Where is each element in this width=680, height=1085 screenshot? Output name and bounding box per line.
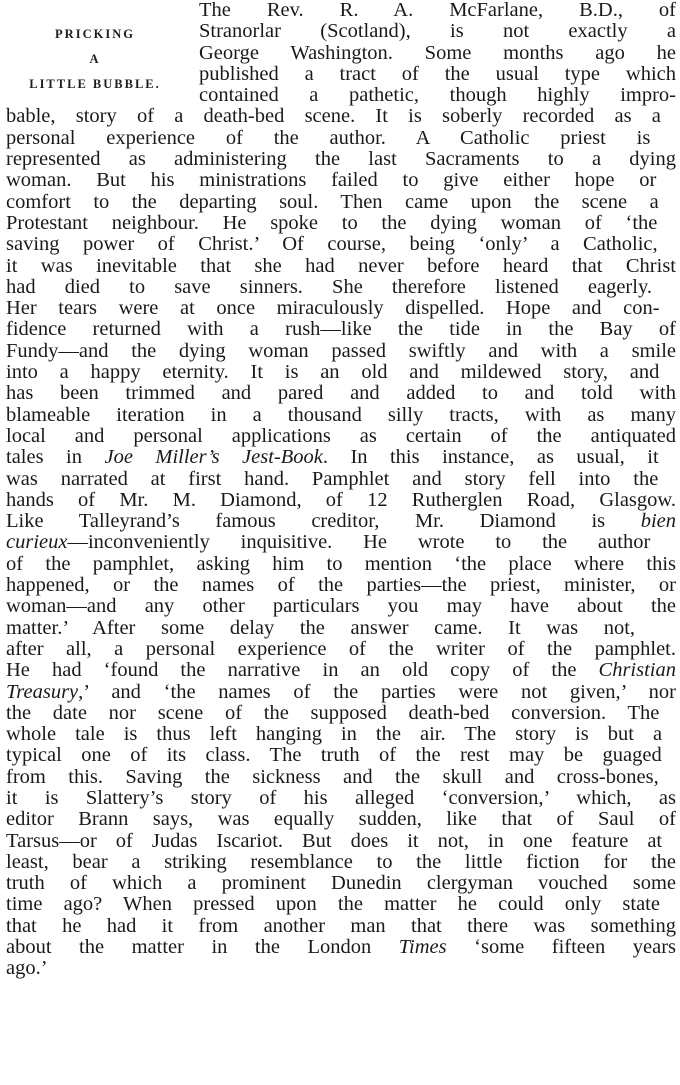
text-line-content: after all, a personal experience of the writer of the pamphlet. xyxy=(6,637,676,660)
text-line xyxy=(6,618,678,639)
text-line xyxy=(6,341,678,362)
text-line xyxy=(6,809,678,830)
text-line-content: blameable iteration in a thousand silly tracts, with as many xyxy=(6,403,676,426)
text-line-content: happened, or the names of the parties—the priest, minister, or xyxy=(6,574,676,597)
text-line xyxy=(6,511,678,532)
text-line-content: contained a pathetic, though highly impro- xyxy=(199,84,676,107)
marginal-heading-line: PRICKING xyxy=(55,27,135,41)
text-line-content: tales in Joe Miller’s Jest-Book. In this instance, as usual, it xyxy=(6,446,659,469)
text-line xyxy=(6,575,678,596)
text-line-content: curieux—inconveniently inquisitive. He wrote to the author xyxy=(6,531,651,554)
text-line xyxy=(6,319,678,340)
text-line xyxy=(6,894,678,915)
text-line xyxy=(6,256,678,277)
text-line-content: editor Brann says, was equally sudden, like that of Saul of xyxy=(6,808,676,831)
text-line-content: hands of Mr. M. Diamond, of 12 Rutherglen Road, Glasgow. xyxy=(6,488,676,511)
text-line-content: into a happy eternity. It is an old and mildewed story, and xyxy=(6,361,660,384)
text-line xyxy=(6,873,678,894)
text-line xyxy=(6,703,678,724)
text-line-content: typical one of its class. The truth of the rest may be guaged xyxy=(6,744,662,767)
text-line xyxy=(6,831,678,852)
text-line xyxy=(6,937,678,958)
text-line-content: from this. Saving the sickness and the skull and cross-bones, xyxy=(6,765,659,788)
text-line-content: was narrated at first hand. Pamphlet and story fell into the xyxy=(6,467,659,490)
text-line xyxy=(6,682,678,703)
text-line-content: George Washington. Some months ago he xyxy=(199,41,676,64)
text-line xyxy=(6,0,678,21)
text-line xyxy=(6,490,678,511)
text-line-content: saving power of Christ.’ Of course, being ‘only’ a Catholic, xyxy=(6,233,658,256)
text-line-content: ago.’ xyxy=(6,957,48,980)
text-line-content: Like Talleyrand’s famous creditor, Mr. Diamond is bien xyxy=(6,510,676,533)
text-line xyxy=(6,85,678,106)
text-line xyxy=(6,532,678,553)
text-line xyxy=(6,660,678,681)
text-line-content: fidence returned with a rush—like the tide in the Bay of xyxy=(6,318,676,341)
text-line-content: it was inevitable that she had never before heard that Christ xyxy=(6,254,676,277)
text-line-content: time ago? When pressed upon the matter he could only state xyxy=(6,893,660,916)
text-line xyxy=(6,596,678,617)
text-line-content: bable, story of a death-bed scene. It is soberly recorded as a xyxy=(6,105,661,128)
text-line xyxy=(6,639,678,660)
text-line xyxy=(6,43,678,64)
text-line xyxy=(6,426,678,447)
text-line xyxy=(6,405,678,426)
text-line-content: local and personal applications as certain of the antiquated xyxy=(6,424,676,447)
marginal-heading-line: A xyxy=(89,52,101,66)
text-line xyxy=(6,469,678,490)
text-line-content: it is Slattery’s story of his alleged ‘conversion,’ which, as xyxy=(6,786,676,809)
text-line xyxy=(6,234,678,255)
text-line-content: of the pamphlet, asking him to mention ‘the place where this xyxy=(6,552,676,575)
text-line-content: The Rev. R. A. McFarlane, B.D., of xyxy=(199,0,676,21)
text-line-content: had died to save sinners. She therefore listened eagerly. xyxy=(6,275,652,298)
text-line-content: about the matter in the London Times ‘some fifteen years xyxy=(6,936,676,959)
text-line xyxy=(6,745,678,766)
text-line-content: least, bear a striking resemblance to the little fiction for the xyxy=(6,850,676,873)
marginal-heading-line: LITTLE BUBBLE. xyxy=(29,77,161,91)
text-line xyxy=(6,192,678,213)
text-line-content: Fundy—and the dying woman passed swiftly and with a smile xyxy=(6,339,676,362)
text-line-content: Stranorlar (Scotland), is not exactly a xyxy=(199,20,676,43)
text-line-content: Protestant neighbour. He spoke to the dying woman of ‘the xyxy=(6,211,658,234)
text-line-content: the date nor scene of the supposed death-bed conversion. The xyxy=(6,701,660,724)
text-line xyxy=(6,447,678,468)
text-line xyxy=(6,767,678,788)
text-line-content: He had ‘found the narrative in an old copy of the Christian xyxy=(6,659,676,682)
text-line xyxy=(6,724,678,745)
text-line-content: woman. But his ministrations failed to give either hope or xyxy=(6,169,657,192)
text-line-content: truth of which a prominent Dunedin clergyman vouched some xyxy=(6,872,676,895)
text-line xyxy=(6,277,678,298)
text-line xyxy=(6,383,678,404)
text-line xyxy=(6,106,678,127)
text-line-content: matter.’ After some delay the answer came. It was not, xyxy=(6,616,636,639)
text-line xyxy=(6,958,678,979)
text-line xyxy=(6,554,678,575)
text-line-content: woman—and any other particulars you may have about the xyxy=(6,595,676,618)
text-line-content: that he had it from another man that there was something xyxy=(6,914,676,937)
text-line xyxy=(6,298,678,319)
text-line xyxy=(6,149,678,170)
text-line xyxy=(6,128,678,149)
text-line-content: comfort to the departing soul. Then came upon the scene a xyxy=(6,190,659,213)
text-line xyxy=(6,852,678,873)
text-line-content: personal experience of the author. A Catholic priest is xyxy=(6,126,651,149)
text-line xyxy=(6,64,678,85)
text-line xyxy=(6,170,678,191)
text-line-content: Her tears were at once miraculously dispelled. Hope and con- xyxy=(6,297,660,320)
text-line xyxy=(6,916,678,937)
text-line xyxy=(6,362,678,383)
article-body xyxy=(6,0,678,980)
text-line-content: has been trimmed and pared and added to and told with xyxy=(6,382,676,405)
text-line xyxy=(6,21,678,42)
text-line-content: Treasury,’ and ‘the names of the parties were not given,’ nor xyxy=(6,680,676,703)
text-line-content: published a tract of the usual type which xyxy=(199,62,676,85)
text-line-content: Tarsus—or of Judas Iscariot. But does it not, in one feature at xyxy=(6,829,663,852)
text-line xyxy=(6,213,678,234)
text-line-content: represented as administering the last Sacraments to a dying xyxy=(6,148,676,171)
text-line xyxy=(6,788,678,809)
text-line-content: whole tale is thus left hanging in the air. The story is but a xyxy=(6,723,663,746)
